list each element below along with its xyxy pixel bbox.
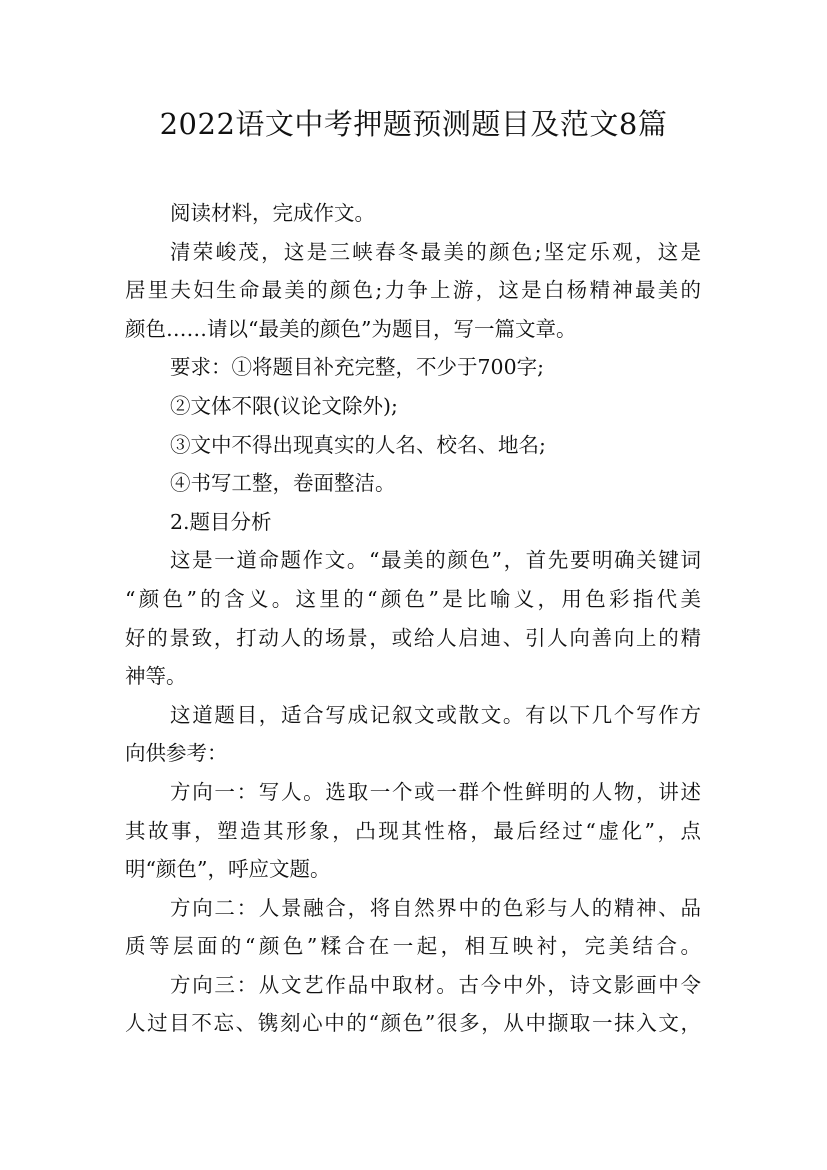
text-line: 明“颜色”，呼应文题。 [125,857,331,882]
text-line: 方向三：从文艺作品中取材。古今中外，诗文影画中令 [170,972,701,997]
text-line: 其故事，塑造其形象，凸现其性格，最后经过“虚化”，点 [125,818,701,843]
text-line: 人过目不忘、镌刻心中的“颜色”很多，从中撷取一抹入文， [125,1011,701,1036]
text-line: ②文体不限(议论文除外); [170,393,398,418]
text-line: 居里夫妇生命最美的颜色;力争上游，这是白杨精神最美的 [125,278,701,303]
document-title: 2022语文中考押题预测题目及范文8篇 [159,107,668,141]
text-line: ④书写工整，卷面整洁。 [170,471,396,496]
text-line: 2.题目分析 [170,509,272,534]
text-line: 这道题目，适合写成记叙文或散文。有以下几个写作方 [170,702,701,727]
text-line: 质等层面的“颜色”糅合在一起，相互映衬，完美结合。 [125,934,701,959]
text-line: 要求：①将题目补充完整，不少于700字; [170,355,545,380]
document-body [125,194,701,1043]
text-line: 清荣峻茂，这是三峡春冬最美的颜色;坚定乐观，这是 [170,239,701,264]
text-line: “颜色”的含义。这里的“颜色”是比喻义，用色彩指代美 [125,586,701,611]
text-line: 好的景致，打动人的场景，或给人启迪、引人向善向上的精 [125,625,701,650]
text-line: 向供参考： [125,741,228,766]
text-line: 方向二：人景融合，将自然界中的色彩与人的精神、品 [170,895,701,920]
text-line: ③文中不得出现真实的人名、校名、地名; [170,432,546,457]
text-line: 颜色……请以“最美的颜色”为题目，写一篇文章。 [125,316,577,341]
text-line: 神等。 [125,664,187,689]
text-line: 方向一：写人。选取一个或一群个性鲜明的人物，讲述 [170,779,701,804]
text-line: 这是一道命题作文。“最美的颜色”，首先要明确关键词 [170,548,701,573]
text-line: 阅读材料，完成作文。 [170,201,375,225]
